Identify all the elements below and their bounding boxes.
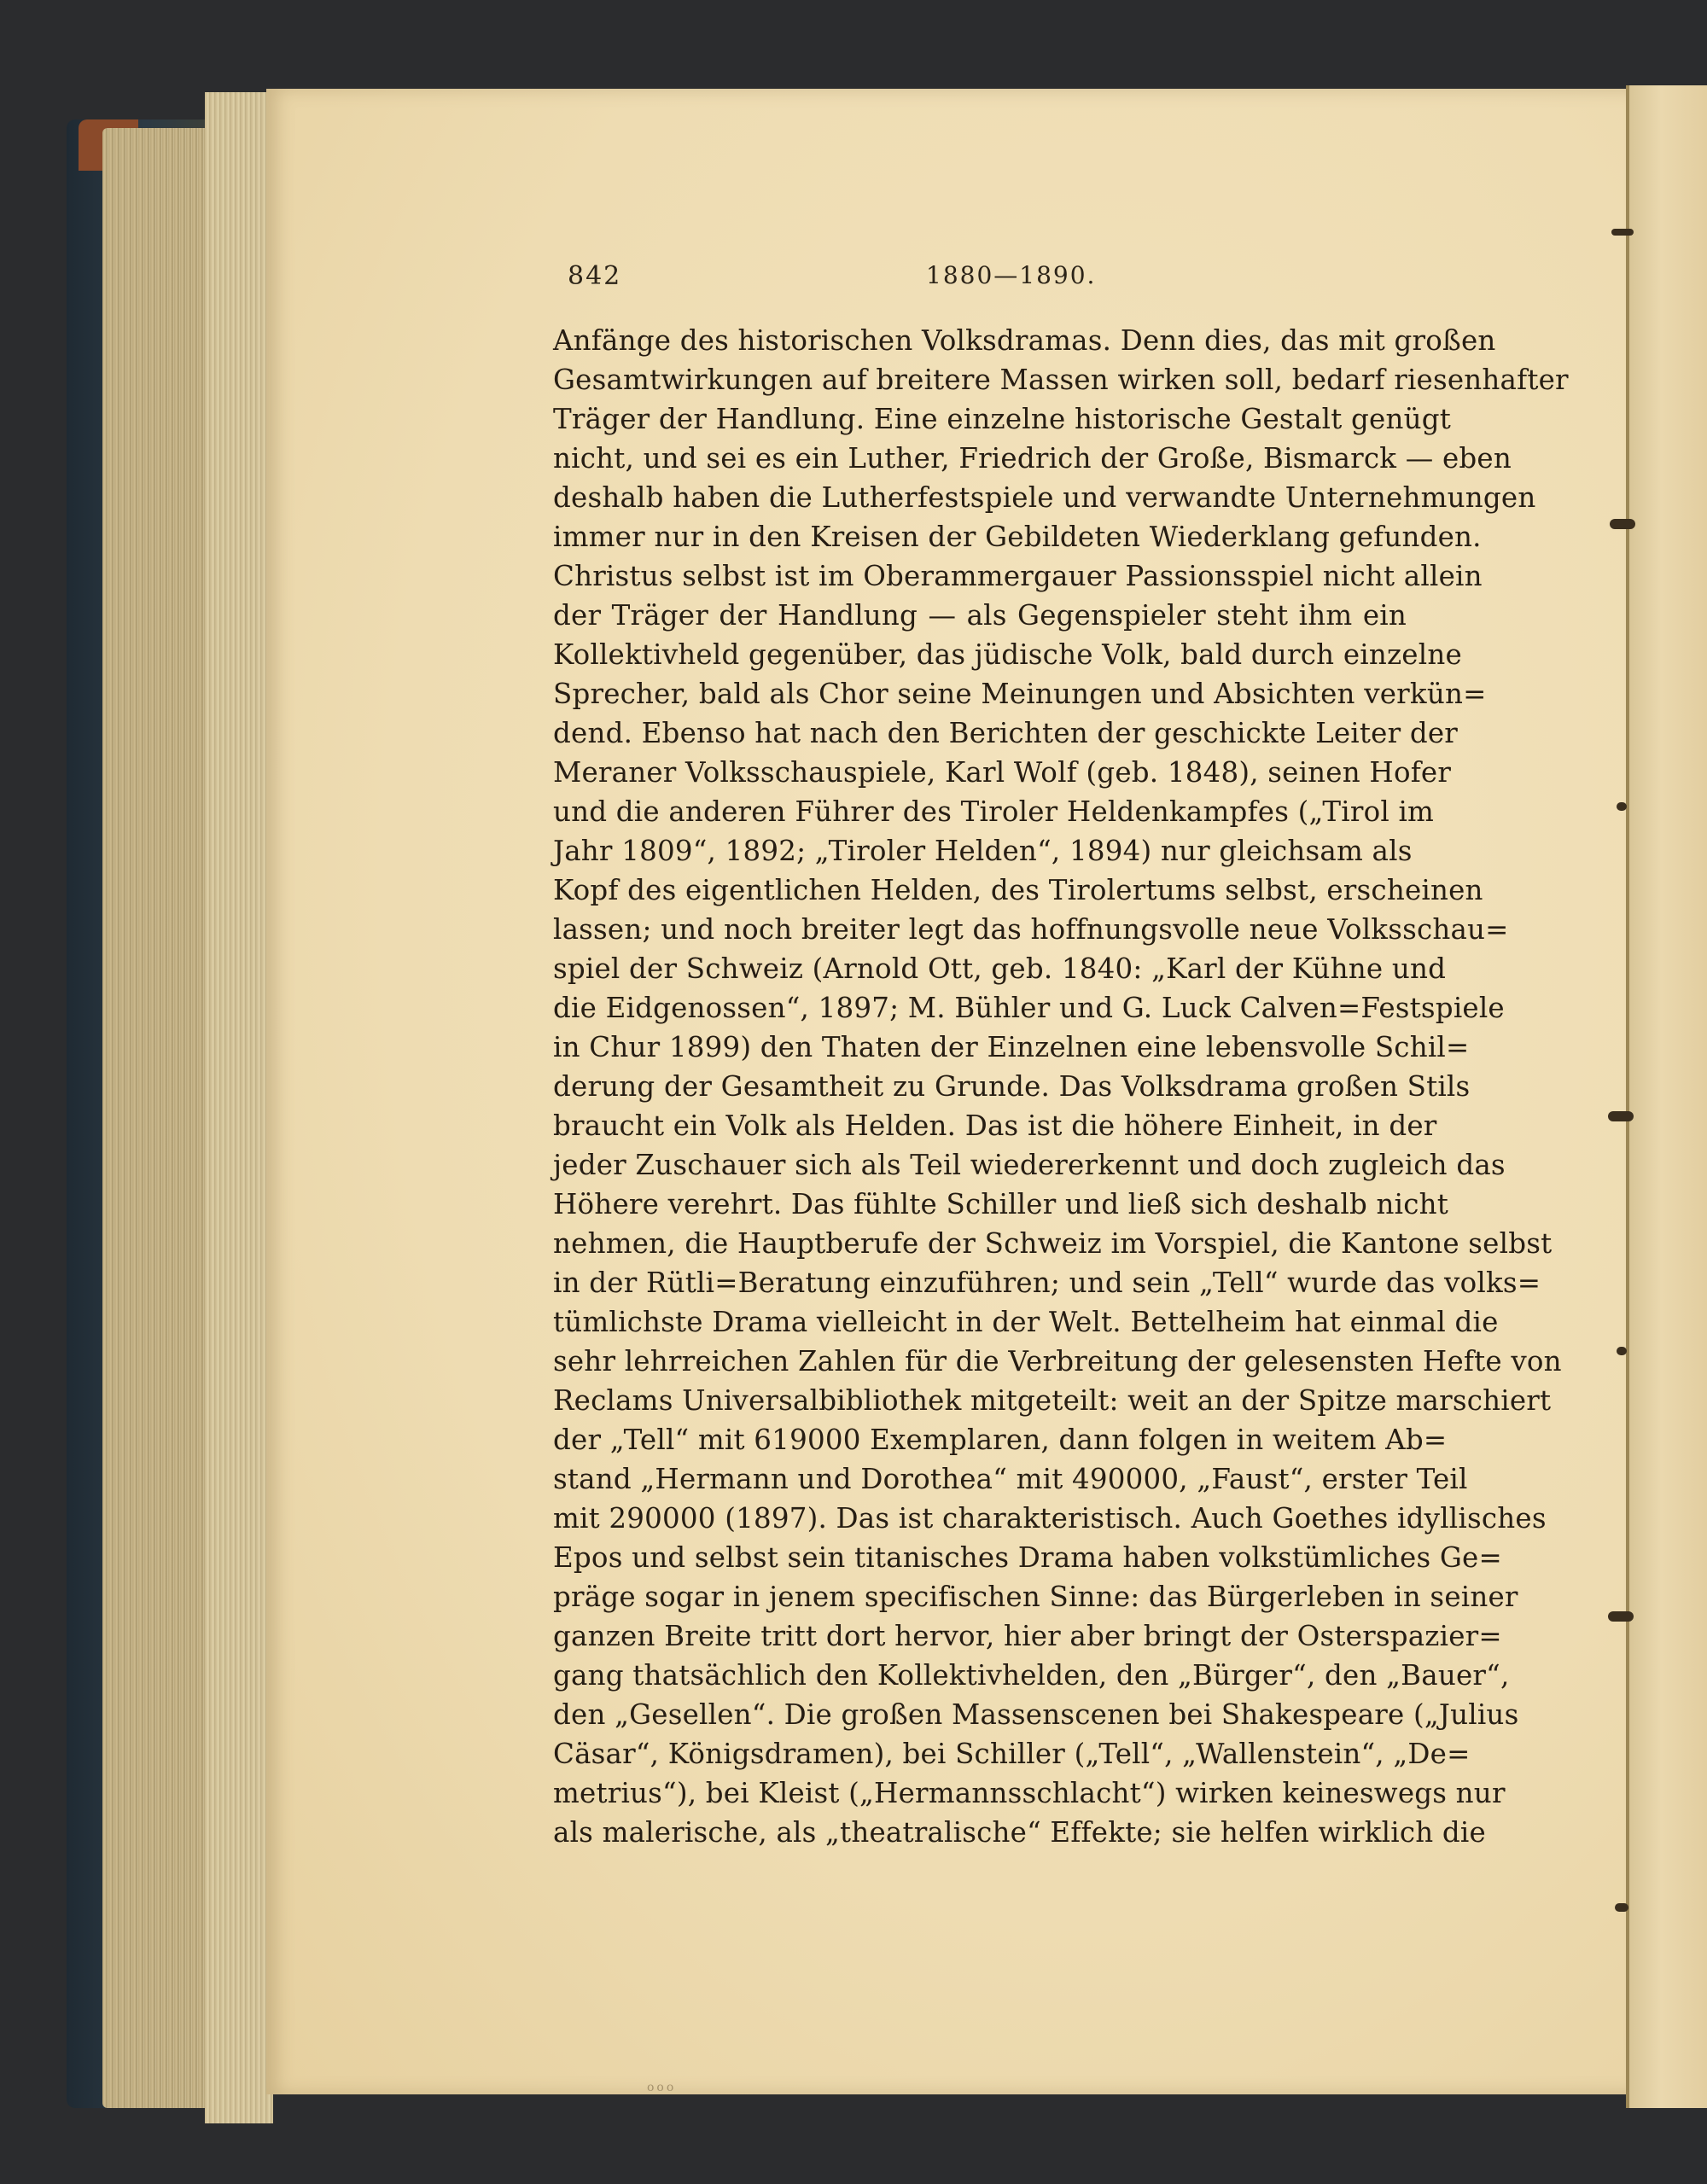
text-line: Christus selbst ist im Oberammergauer Passionsspiel nicht allein [553,560,1483,592]
running-head: 1880—1890. [926,261,1097,289]
text-line: gang thatsächlich den Kollektivhelden, den „Bürger“, den „Bauer“, [553,1659,1510,1692]
text-line: präge sogar in jenem specifischen Sinne: das Bürgerleben in seiner [553,1581,1518,1613]
text-line: metrius“), bei Kleist („Hermannsschlacht“) wirken keineswegs nur [553,1777,1506,1809]
text-line: Jahr 1809“, 1892; „Tiroler Helden“, 1894) nur gleichsam als [553,835,1413,867]
text-line: Höhere verehrt. Das fühlte Schiller und ließ sich deshalb nicht [553,1188,1449,1220]
binding-hole [1608,1611,1634,1622]
text-line: jeder Zuschauer sich als Teil wiedererkennt und doch zugleich das [553,1149,1506,1181]
text-line: als malerische, als „theatralische“ Effekte; sie helfen wirklich die [553,1816,1486,1849]
text-line: Reclams Universalbibliothek mitgeteilt: weit an der Spitze marschiert [553,1384,1552,1417]
text-line: immer nur in den Kreisen der Gebildeten Wiederklang gefunden. [553,521,1482,553]
text-line: den „Gesellen“. Die großen Massenscenen bei Shakespeare („Julius [553,1698,1519,1731]
text-line: lassen; und noch breiter legt das hoffnungsvolle neue Volksschau= [553,913,1509,946]
text-line: tümlichste Drama vielleicht in der Welt. Bettelheim hat einmal die [553,1306,1499,1338]
text-line: mit 290000 (1897). Das ist charakteristisch. Auch Goethes idyllisches [553,1502,1547,1535]
text-line: stand „Hermann und Dorothea“ mit 490000, „Faust“, erster Teil [553,1463,1468,1495]
text-line: spiel der Schweiz (Arnold Ott, geb. 1840: „Karl der Kühne und [553,952,1447,985]
text-line: die Eidgenossen“, 1897; M. Bühler und G. Luck Calven=Festspiele [553,992,1505,1024]
text-line: der „Tell“ mit 619000 Exemplaren, dann folgen in weitem Ab= [553,1424,1448,1456]
text-line: Cäsar“, Königsdramen), bei Schiller („Tell“, „Wallenstein“, „De= [553,1738,1471,1770]
text-line: ganzen Breite tritt dort hervor, hier aber bringt der Osterspazier= [553,1620,1502,1652]
footer-mark: ooo [647,2081,677,2094]
text-line: Epos und selbst sein titanisches Drama haben volkstümliches Ge= [553,1541,1502,1574]
page-header [568,261,1387,304]
text-line: in Chur 1899) den Thaten der Einzelnen eine lebensvolle Schil= [553,1031,1470,1063]
text-line: nehmen, die Hauptberufe der Schweiz im Vorspiel, die Kantone selbst [553,1227,1553,1260]
gutter-line [1626,85,1629,2108]
body-text [553,321,1569,1852]
facing-page-edge [1626,85,1707,2108]
page-number: 842 [568,261,622,291]
text-line: dend. Ebenso hat nach den Berichten der geschickte Leiter der [553,717,1459,749]
binding-hole [1617,802,1627,811]
text-line: Kollektivheld gegenüber, das jüdische Volk, bald durch einzelne [553,638,1462,671]
text-line: Träger der Handlung. Eine einzelne historische Gestalt genügt [553,403,1451,435]
text-line: derung der Gesamtheit zu Grunde. Das Volksdrama großen Stils [553,1070,1471,1103]
text-line: Sprecher, bald als Chor seine Meinungen und Absichten verkün= [553,678,1487,710]
text-line: der Träger der Handlung — als Gegenspieler steht ihm ein [553,599,1407,632]
text-line: Kopf des eigentlichen Helden, des Tirolertums selbst, erscheinen [553,874,1483,906]
binding-hole [1611,229,1634,236]
binding-hole [1610,519,1635,529]
text-line: braucht ein Volk als Helden. Das ist die höhere Einheit, in der [553,1109,1437,1142]
text-line: in der Rütli=Beratung einzuführen; und sein „Tell“ wurde das volks= [553,1267,1541,1299]
page-stack-edge [205,92,273,2123]
binding-hole [1608,1111,1634,1121]
text-line: sehr lehrreichen Zahlen für die Verbreitung der gelesensten Hefte von [553,1345,1562,1377]
binding-hole [1615,1903,1628,1912]
text-line: Gesamtwirkungen auf breitere Massen wirken soll, bedarf riesenhafter [553,364,1569,396]
text-line: deshalb haben die Lutherfestspiele und verwandte Unternehmungen [553,481,1536,514]
text-line: nicht, und sei es ein Luther, Friedrich der Große, Bismarck — eben [553,442,1512,475]
text-line: und die anderen Führer des Tiroler Heldenkampfes („Tirol im [553,795,1435,828]
text-line: Anfänge des historischen Volksdramas. Denn dies, das mit großen [553,324,1496,357]
binding-hole [1617,1347,1627,1355]
text-line: Meraner Volksschauspiele, Karl Wolf (geb. 1848), seinen Hofer [553,756,1452,789]
